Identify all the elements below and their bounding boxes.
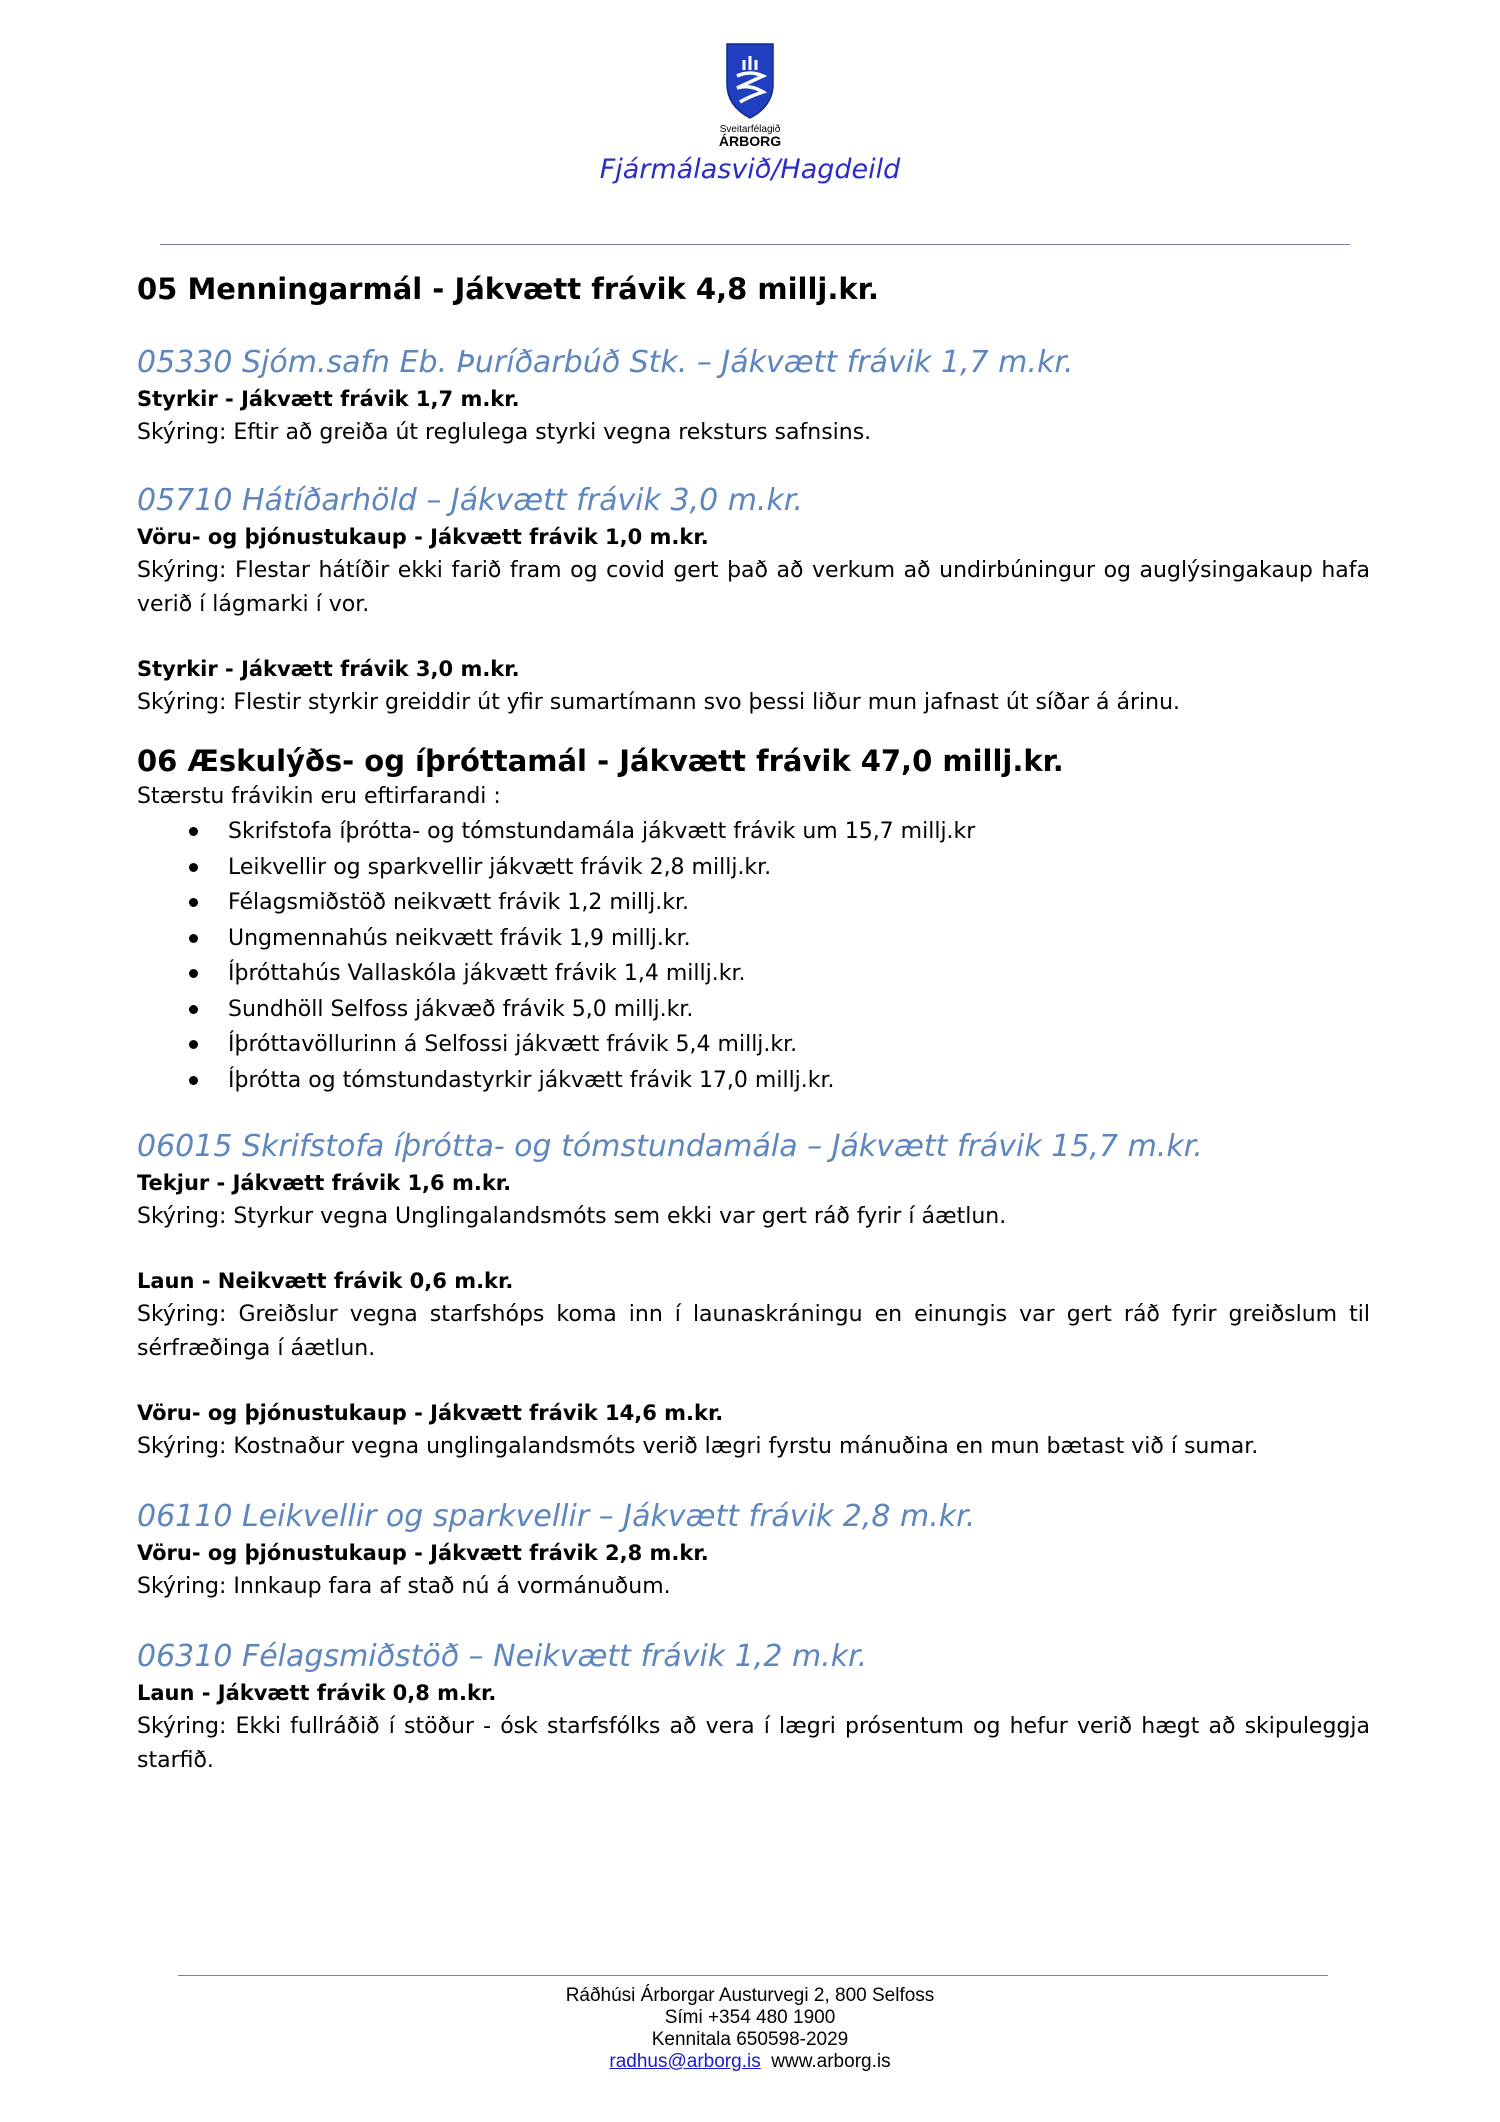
item-explanation: Skýring: Ekki fullráðið í stöður - ósk starfsfólks að vera í lægri prósentum og hefur verið hægt að skipuleggja starfið. bbox=[137, 1714, 1370, 1773]
list-item: Félagsmiðstöð neikvætt frávik 1,2 millj.kr. bbox=[189, 885, 1370, 921]
item-label: Styrkir - Jákvætt frávik 3,0 m.kr. bbox=[137, 657, 520, 681]
bullet-icon bbox=[189, 1040, 198, 1049]
page-footer bbox=[0, 1985, 1500, 2073]
footer-divider bbox=[178, 1975, 1328, 1976]
item-label: Vöru- og þjónustukaup - Jákvætt frávik 14,6 m.kr. bbox=[137, 1401, 724, 1425]
svg-text:ÁRBORG: ÁRBORG bbox=[718, 133, 782, 148]
subsection-06110-heading: 06110 Leikvellir og sparkvellir – Jákvætt frávik 2,8 m.kr. bbox=[137, 1499, 976, 1534]
section-06-heading: 06 Æskulýðs- og íþróttamál - Jákvætt frávik 47,0 millj.kr. bbox=[137, 744, 1064, 778]
footer-contact bbox=[0, 2051, 1500, 2073]
bullet-icon bbox=[189, 898, 198, 907]
item-label: Vöru- og þjónustukaup - Jákvætt frávik 1,0 m.kr. bbox=[137, 525, 709, 549]
list-item: Skrifstofa íþrótta- og tómstundamála jákvætt frávik um 15,7 millj.kr bbox=[189, 814, 1370, 850]
header-divider bbox=[160, 244, 1350, 245]
bullet-icon bbox=[189, 827, 198, 836]
deviation-list bbox=[137, 814, 1370, 1098]
item-explanation: Skýring: Styrkur vegna Unglingalandsmóts sem ekki var gert ráð fyrir í áætlun. bbox=[137, 1204, 1007, 1229]
item-explanation: Skýring: Eftir að greiða út reglulega styrki vegna reksturs safnsins. bbox=[137, 420, 872, 445]
item-label: Styrkir - Jákvætt frávik 1,7 m.kr. bbox=[137, 387, 520, 411]
item-explanation: Skýring: Kostnaður vegna unglingalandsmóts verið lægri fyrstu mánuðina en mun bætast við í sumar. bbox=[137, 1434, 1259, 1459]
bullet-icon bbox=[189, 1005, 198, 1014]
subsection-06310-heading: 06310 Félagsmiðstöð – Neikvætt frávik 1,2 m.kr. bbox=[137, 1639, 868, 1674]
list-item: Leikvellir og sparkvellir jákvætt frávik 2,8 millj.kr. bbox=[189, 850, 1370, 886]
item-explanation: Skýring: Greiðslur vegna starfshóps koma inn í launaskráningu en einungis var gert ráð fyrir greiðslum til sérfræðinga í áætlun. bbox=[137, 1302, 1370, 1361]
item-label: Laun - Neikvætt frávik 0,6 m.kr. bbox=[137, 1269, 514, 1293]
section-06-intro: Stærstu frávikin eru eftirfarandi : bbox=[137, 784, 501, 809]
arborg-logo bbox=[710, 40, 790, 148]
subsection-05330-heading: 05330 Sjóm.safn Eb. Þuríðarbúð Stk. – Jákvætt frávik 1,7 m.kr. bbox=[137, 345, 1074, 380]
bullet-icon bbox=[189, 863, 198, 872]
list-item: Sundhöll Selfoss jákvæð frávik 5,0 millj.kr. bbox=[189, 992, 1370, 1028]
item-explanation: Skýring: Flestar hátíðir ekki farið fram og covid gert það að verkum að undirbúningur og auglýsingakaup hafa verið í lágmarki í vor. bbox=[137, 558, 1370, 617]
footer-kennitala: Kennitala 650598-2029 bbox=[651, 2029, 849, 2050]
item-label: Vöru- og þjónustukaup - Jákvætt frávik 2,8 m.kr. bbox=[137, 1541, 709, 1565]
item-explanation: Skýring: Flestir styrkir greiddir út yfir sumartímann svo þessi liður mun jafnast út síðar á árinu. bbox=[137, 690, 1181, 715]
subsection-05710-heading: 05710 Hátíðarhöld – Jákvætt frávik 3,0 m.kr. bbox=[137, 483, 803, 518]
svg-text:Sveitarfélagið: Sveitarfélagið bbox=[719, 124, 781, 135]
section-05-heading: 05 Menningarmál - Jákvætt frávik 4,8 millj.kr. bbox=[137, 272, 879, 306]
list-item: Íþrótta og tómstundastyrkir jákvætt frávik 17,0 millj.kr. bbox=[189, 1063, 1370, 1099]
list-item: Ungmennahús neikvætt frávik 1,9 millj.kr. bbox=[189, 921, 1370, 957]
subsection-06015-heading: 06015 Skrifstofa íþrótta- og tómstundamála – Jákvætt frávik 15,7 m.kr. bbox=[137, 1129, 1203, 1164]
website-text: www.arborg.is bbox=[771, 2051, 891, 2072]
footer-phone: Sími +354 480 1900 bbox=[664, 2007, 836, 2028]
bullet-icon bbox=[189, 934, 198, 943]
bullet-icon bbox=[189, 1076, 198, 1085]
list-item: Íþróttavöllurinn á Selfossi jákvætt frávik 5,4 millj.kr. bbox=[189, 1027, 1370, 1063]
bullet-icon bbox=[189, 969, 198, 978]
item-label: Laun - Jákvætt frávik 0,8 m.kr. bbox=[137, 1681, 497, 1705]
item-explanation: Skýring: Innkaup fara af stað nú á vormánuðum. bbox=[137, 1574, 671, 1599]
email-link[interactable]: radhus@arborg.is bbox=[609, 2051, 761, 2072]
footer-address: Ráðhúsi Árborgar Austurvegi 2, 800 Selfoss bbox=[565, 1985, 935, 2006]
item-label: Tekjur - Jákvætt frávik 1,6 m.kr. bbox=[137, 1171, 512, 1195]
list-item: Íþróttahús Vallaskóla jákvætt frávik 1,4 millj.kr. bbox=[189, 956, 1370, 992]
document-body bbox=[137, 270, 1370, 1778]
page-header bbox=[0, 40, 1500, 185]
department-title: Fjármálasvið/Hagdeild bbox=[599, 154, 901, 185]
